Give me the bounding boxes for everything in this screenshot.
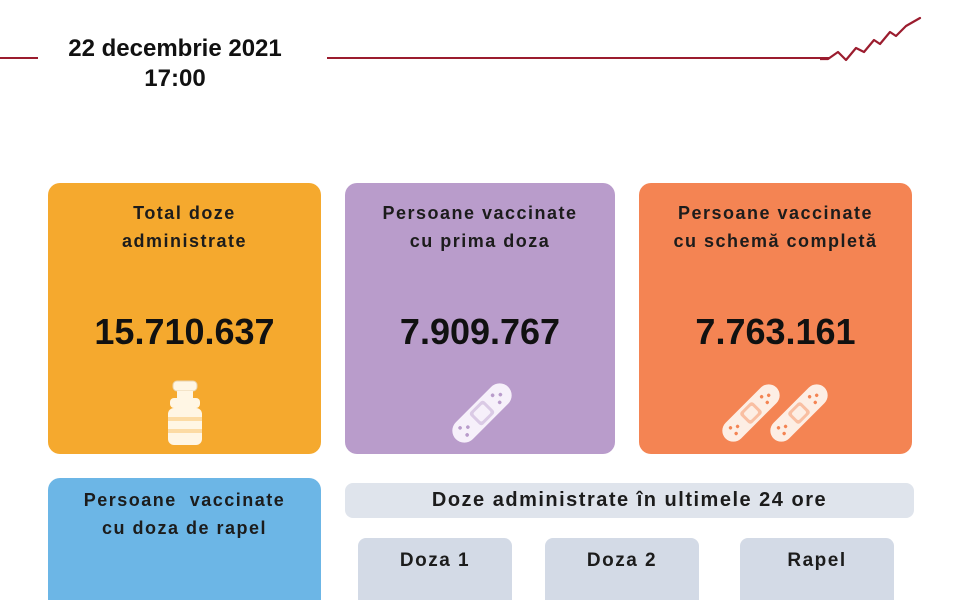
card-booster-dose bbox=[48, 478, 321, 600]
card-title-line1: Persoane vaccinate bbox=[677, 203, 874, 223]
card-value: 7.763.161 bbox=[695, 311, 856, 352]
card-full-scheme bbox=[639, 183, 912, 454]
vaccine-vial-icon bbox=[166, 379, 204, 447]
report-time: 17:00 bbox=[144, 65, 206, 92]
header-rule-left bbox=[0, 57, 38, 59]
card-first-dose bbox=[345, 183, 615, 454]
dose-box-rapel bbox=[740, 538, 894, 600]
card-title-line2: cu schemă completă bbox=[673, 231, 878, 251]
card-title-line2: cu prima doza bbox=[409, 231, 551, 251]
card-title bbox=[639, 199, 912, 255]
bandage-icon bbox=[447, 379, 517, 447]
card-value: 15.710.637 bbox=[94, 311, 275, 352]
last-24h-header: Doze administrate în ultimele 24 ore bbox=[345, 483, 914, 518]
card-value: 7.909.767 bbox=[399, 311, 561, 352]
card-title-line1: Persoane vaccinate bbox=[382, 203, 578, 223]
trend-line-icon bbox=[820, 14, 930, 66]
dose-label: Rapel bbox=[787, 550, 847, 571]
card-title-line1: Total doze bbox=[133, 203, 236, 223]
header-rule-right bbox=[327, 57, 829, 59]
card-title-line1: Persoane vaccinate bbox=[83, 490, 286, 510]
date-time-block bbox=[40, 34, 310, 94]
card-total-doses bbox=[48, 183, 321, 454]
dose-box-doza2 bbox=[545, 538, 699, 600]
report-date: 22 decembrie 2021 bbox=[68, 35, 282, 62]
card-title bbox=[48, 199, 321, 255]
dose-box-doza1 bbox=[358, 538, 512, 600]
card-title bbox=[48, 486, 321, 542]
dose-label: Doza 1 bbox=[399, 550, 471, 571]
double-bandage-icon bbox=[717, 379, 835, 447]
card-title-line2: administrate bbox=[121, 231, 248, 251]
card-title-line2: cu doza de rapel bbox=[101, 518, 268, 538]
card-title bbox=[345, 199, 615, 255]
dose-label: Doza 2 bbox=[586, 550, 658, 571]
